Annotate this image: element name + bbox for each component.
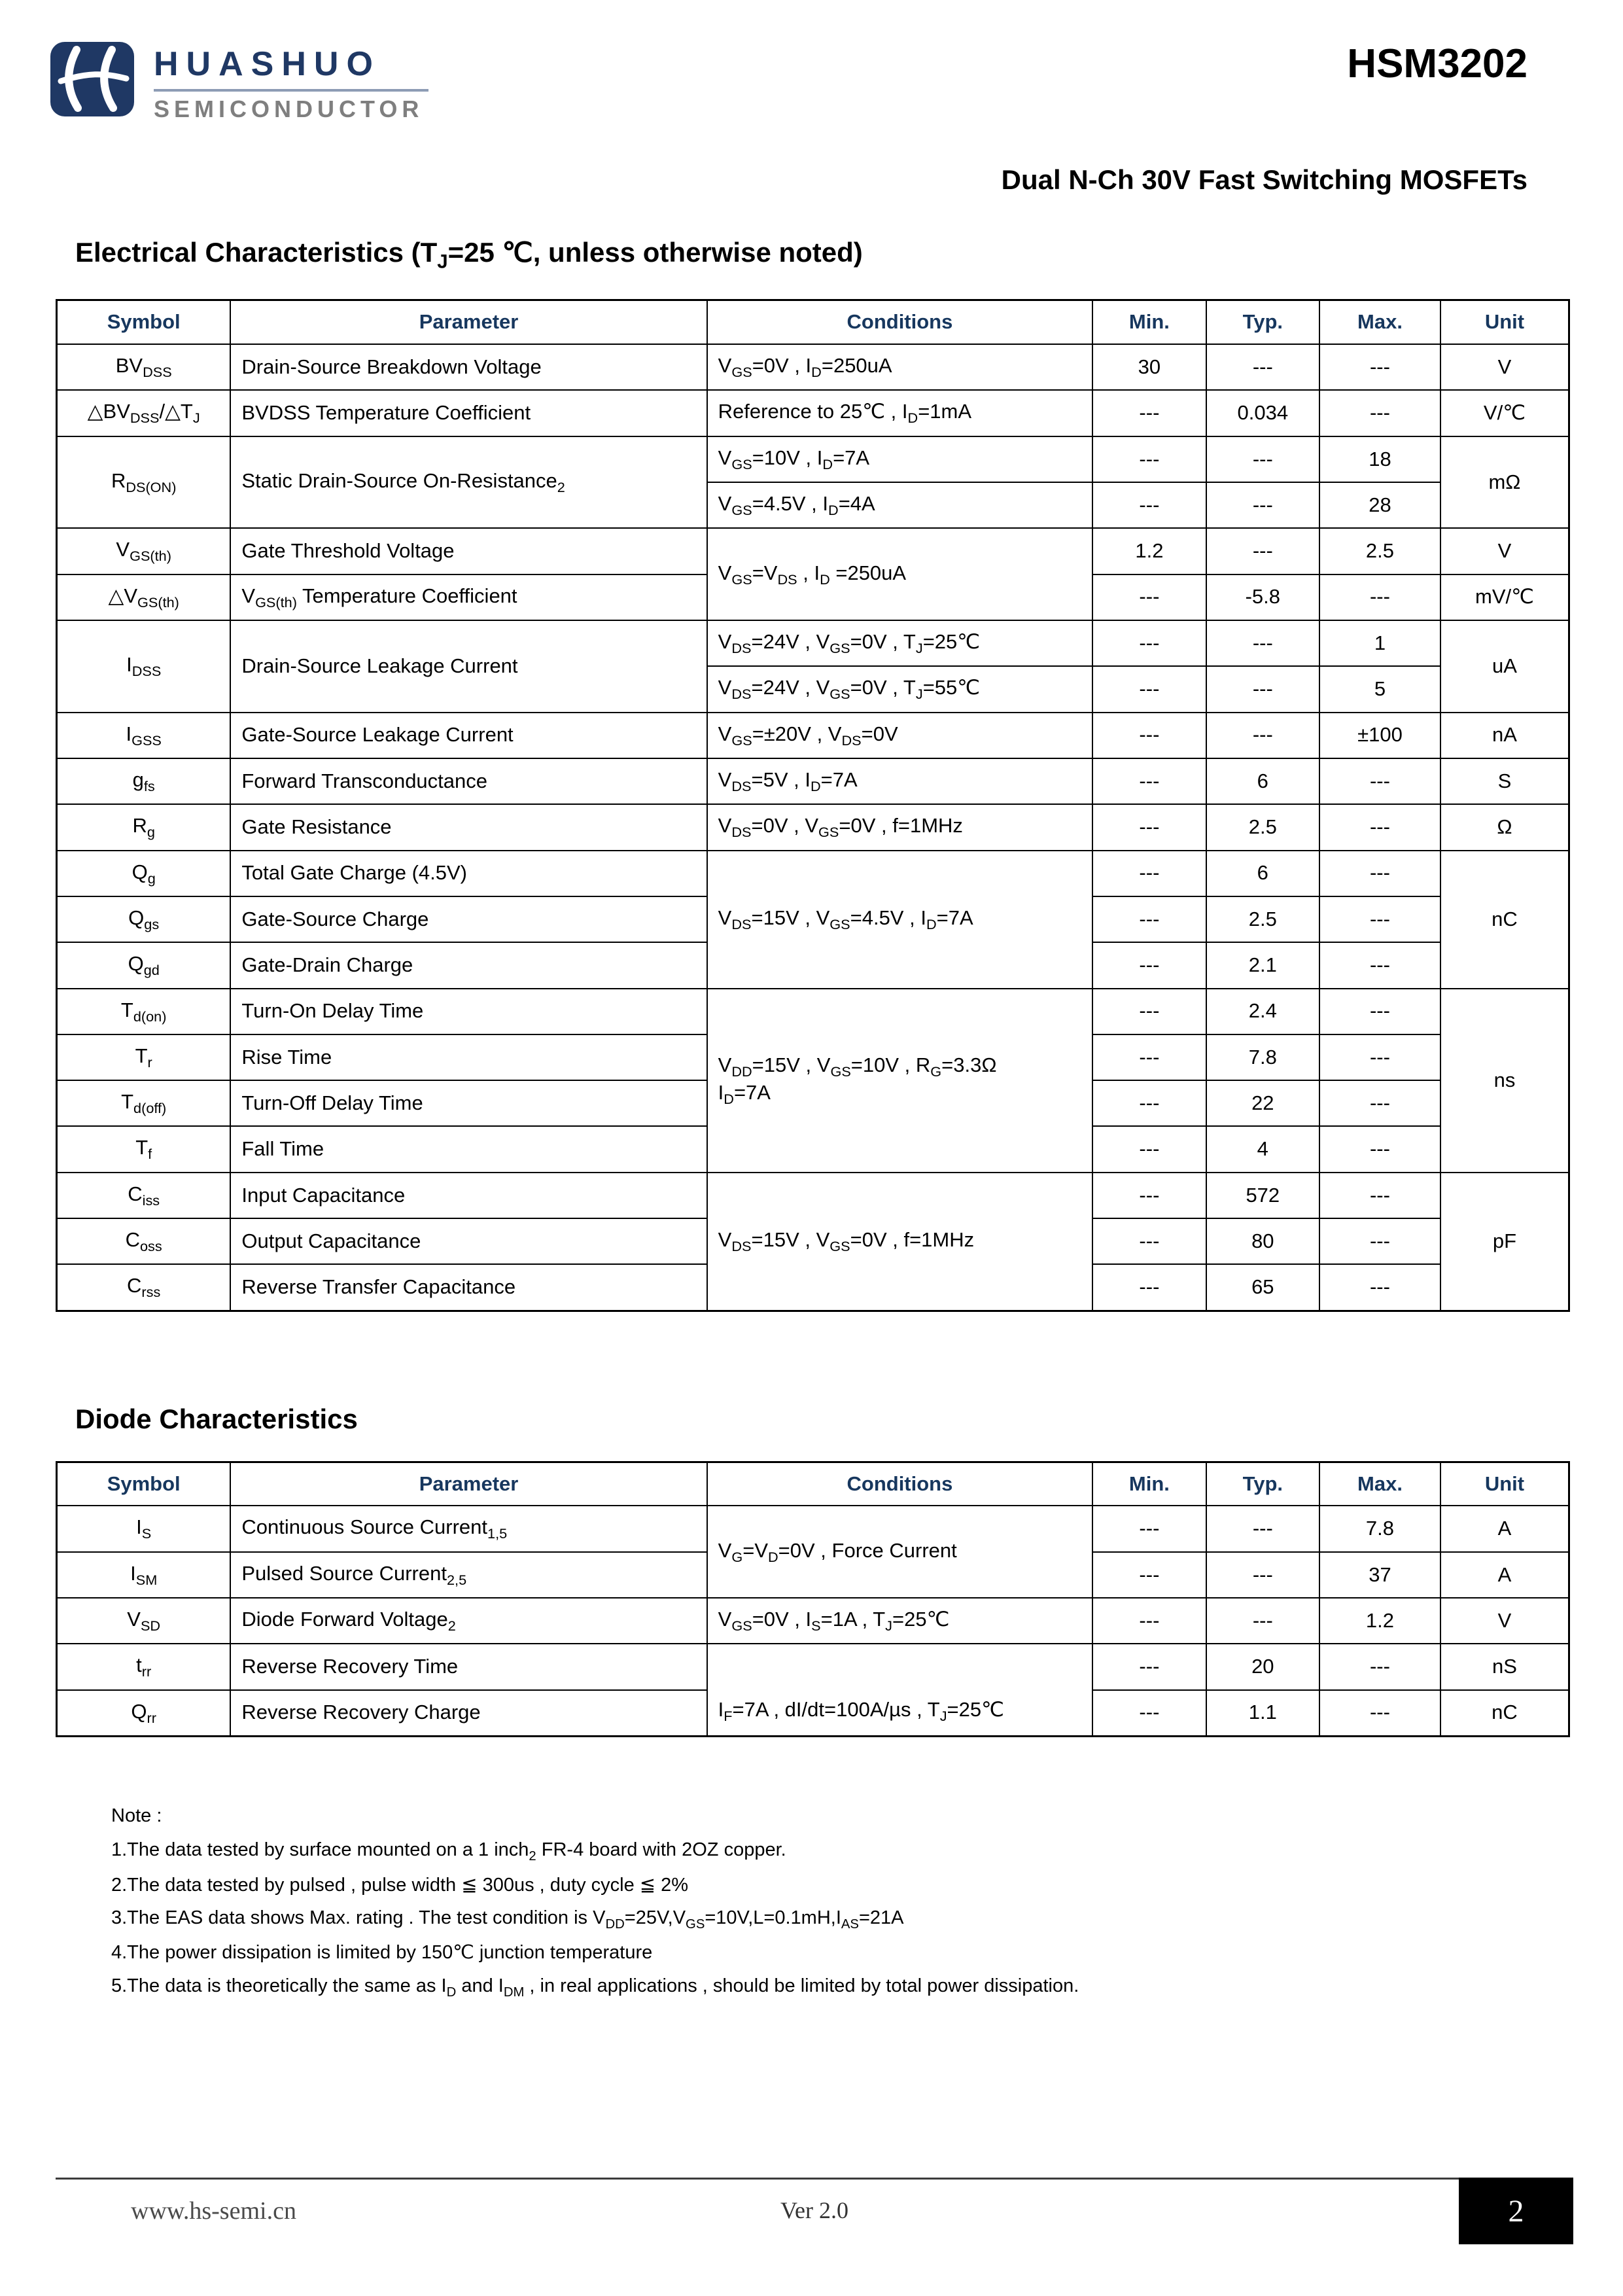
diode-header-min: Min.: [1092, 1462, 1206, 1506]
notes-section: [111, 1799, 1544, 2004]
electrical-cell: 2.5: [1319, 528, 1440, 574]
electrical-cell: 0.034: [1206, 390, 1319, 436]
electrical-cell: $V_{DS}=15V$ , $V_{GS}=0V$ , f=1MHz: [707, 1173, 1093, 1311]
electrical-cell: 30: [1092, 344, 1206, 390]
electrical-cell: ---: [1319, 390, 1440, 436]
electrical-cell: ---: [1319, 851, 1440, 896]
electrical-cell: ---: [1206, 436, 1319, 482]
diode-cell: ---: [1206, 1598, 1319, 1644]
huashuo-logo-icon: [49, 41, 135, 118]
electrical-cell: $V_{DD}=15V$ , $V_{GS}=10V$ , $R_G=3.3\Omega$ $I_D=7A$: [707, 989, 1093, 1173]
electrical-cell: V: [1440, 344, 1569, 390]
electrical-cell: ---: [1319, 1173, 1440, 1218]
diode-cell: 7.8: [1319, 1506, 1440, 1551]
electrical-cell: nC: [1440, 851, 1569, 989]
electrical-cell: $V_{GS}=V_{DS}$ , $I_D =250uA$: [707, 528, 1093, 620]
electrical-cell: Turn-On Delay Time: [230, 989, 707, 1034]
electrical-cell: $R_g$: [57, 804, 231, 850]
diode-cell: V: [1440, 1598, 1569, 1644]
electrical-row-10: [57, 758, 1569, 804]
electrical-cell: ---: [1092, 666, 1206, 712]
part-number: HSM3202: [1347, 41, 1527, 86]
electrical-cell: Drain-Source Breakdown Voltage: [230, 344, 707, 390]
electrical-cell: Ω: [1440, 804, 1569, 850]
electrical-cell: Drain-Source Leakage Current: [230, 620, 707, 713]
electrical-cell: 1: [1319, 620, 1440, 666]
electrical-cell: $Q_{gd}$: [57, 942, 231, 988]
electrical-header-max: Max.: [1319, 300, 1440, 344]
electrical-cell: $T_{d(off)}$: [57, 1080, 231, 1126]
electrical-cell: 18: [1319, 436, 1440, 482]
electrical-cell: $\triangle V_{GS(th)}$: [57, 574, 231, 620]
electrical-cell: $R_{DS(ON)}$: [57, 436, 231, 529]
electrical-cell: $V_{DS}=15V$ , $V_{GS}=4.5V$ , $I_D=7A$: [707, 851, 1093, 989]
electrical-cell: pF: [1440, 1173, 1569, 1311]
diode-cell: ---: [1319, 1644, 1440, 1689]
electrical-cell: $T_f$: [57, 1126, 231, 1172]
electrical-cell: Turn-Off Delay Time: [230, 1080, 707, 1126]
diode-cell: 1.1: [1206, 1690, 1319, 1737]
electrical-cell: $V_{DS}=5V$ , $I_D=7A$: [707, 758, 1093, 804]
electrical-header-symbol: Symbol: [57, 300, 231, 344]
electrical-cell: Total Gate Charge (4.5V): [230, 851, 707, 896]
diode-cell: 1.2: [1319, 1598, 1440, 1644]
diode-cell: ---: [1092, 1690, 1206, 1737]
electrical-cell: Gate-Drain Charge: [230, 942, 707, 988]
electrical-cell: Reverse Transfer Capacitance: [230, 1264, 707, 1311]
title-block: [1002, 41, 1527, 196]
electrical-characteristics-table: [56, 299, 1570, 1311]
electrical-cell: ---: [1206, 713, 1319, 758]
diode-cell: 37: [1319, 1552, 1440, 1598]
diode-cell: $V_{GS}=0V$ , $I_S=1A$ , $T_J=25℃$: [707, 1598, 1093, 1644]
electrical-cell: ---: [1092, 1218, 1206, 1264]
electrical-cell: 7.8: [1206, 1034, 1319, 1080]
electrical-cell: ---: [1092, 1080, 1206, 1126]
electrical-cell: $BV_{DSS}$: [57, 344, 231, 390]
diode-cell: Pulsed Source Current$_{2,5}$: [230, 1552, 707, 1598]
diode-cell: ---: [1319, 1690, 1440, 1737]
diode-cell: Reverse Recovery Time: [230, 1644, 707, 1689]
diode-cell: $I_S$: [57, 1506, 231, 1551]
electrical-cell: 5: [1319, 666, 1440, 712]
electrical-cell: Gate-Source Leakage Current: [230, 713, 707, 758]
electrical-row-3: [57, 436, 1569, 482]
electrical-cell: 80: [1206, 1218, 1319, 1264]
electrical-row-19: [57, 1173, 1569, 1218]
diode-row-3: [57, 1598, 1569, 1644]
electrical-cell: ---: [1092, 1126, 1206, 1172]
electrical-cell: ---: [1092, 1173, 1206, 1218]
electrical-cell: 2.1: [1206, 942, 1319, 988]
electrical-cell: Rise Time: [230, 1034, 707, 1080]
electrical-section-title: Electrical Characteristics ($T_J=25$ ℃, unless otherwise noted): [75, 237, 863, 273]
electrical-header-parameter: Parameter: [230, 300, 707, 344]
diode-cell: ---: [1092, 1644, 1206, 1689]
diode-cell: ---: [1206, 1506, 1319, 1551]
electrical-cell: Gate-Source Charge: [230, 896, 707, 942]
diode-cell: 20: [1206, 1644, 1319, 1689]
electrical-cell: ±100: [1319, 713, 1440, 758]
electrical-cell: 65: [1206, 1264, 1319, 1311]
electrical-row-11: [57, 804, 1569, 850]
electrical-row-7: [57, 620, 1569, 666]
diode-cell: $V_G=V_D=0V$ , Force Current: [707, 1506, 1093, 1598]
electrical-cell: $V_{GS}=0V$ , $I_D=250uA$: [707, 344, 1093, 390]
diode-cell: ---: [1092, 1506, 1206, 1551]
electrical-cell: ---: [1319, 1034, 1440, 1080]
electrical-cell: ---: [1092, 390, 1206, 436]
page-number: 2: [1459, 2178, 1573, 2244]
page-footer: [56, 2178, 1573, 2296]
electrical-cell: $V_{GS(th)}$ Temperature Coefficient: [230, 574, 707, 620]
diode-characteristics-table: [56, 1461, 1570, 1737]
electrical-row-15: [57, 989, 1569, 1034]
electrical-cell: V/℃: [1440, 390, 1569, 436]
electrical-cell: 572: [1206, 1173, 1319, 1218]
electrical-cell: $C_{iss}$: [57, 1173, 231, 1218]
electrical-header-unit: Unit: [1440, 300, 1569, 344]
diode-cell: A: [1440, 1506, 1569, 1551]
electrical-row-9: [57, 713, 1569, 758]
electrical-cell: $V_{GS}=10V$ , $I_D=7A$: [707, 436, 1093, 482]
electrical-cell: Forward Transconductance: [230, 758, 707, 804]
electrical-cell: ---: [1092, 1034, 1206, 1080]
electrical-row-5: [57, 528, 1569, 574]
electrical-cell: ---: [1319, 1264, 1440, 1311]
brand-block: [49, 41, 428, 196]
electrical-cell: $C_{oss}$: [57, 1218, 231, 1264]
electrical-header-typ: Typ.: [1206, 300, 1319, 344]
electrical-cell: $\triangle BV_{DSS}/\triangle T_J$: [57, 390, 231, 436]
electrical-cell: uA: [1440, 620, 1569, 713]
electrical-cell: ---: [1319, 896, 1440, 942]
brand-subtitle: SEMICONDUCTOR: [154, 96, 424, 122]
electrical-cell: ---: [1092, 574, 1206, 620]
electrical-cell: ---: [1092, 989, 1206, 1034]
diode-header-symbol: Symbol: [57, 1462, 231, 1506]
diode-header-parameter: Parameter: [230, 1462, 707, 1506]
electrical-cell: ---: [1319, 344, 1440, 390]
electrical-cell: 6: [1206, 758, 1319, 804]
brand-rule: [154, 89, 428, 92]
diode-cell: $I_F=7A$ , dI/dt=100A/µs , $T_J=25℃$: [707, 1644, 1093, 1736]
electrical-cell: ---: [1206, 620, 1319, 666]
electrical-cell: $V_{GS}=4.5V$ , $I_D=4A$: [707, 482, 1093, 528]
diode-row-1: [57, 1506, 1569, 1551]
electrical-cell: mΩ: [1440, 436, 1569, 529]
electrical-cell: $V_{GS}=\pm 20V$ , $V_{DS}=0V$: [707, 713, 1093, 758]
electrical-row-1: [57, 344, 1569, 390]
electrical-cell: ---: [1319, 758, 1440, 804]
electrical-cell: ---: [1319, 574, 1440, 620]
diode-header-typ: Typ.: [1206, 1462, 1319, 1506]
electrical-cell: $V_{GS(th)}$: [57, 528, 231, 574]
electrical-cell: ---: [1092, 436, 1206, 482]
diode-cell: $V_{SD}$: [57, 1598, 231, 1644]
note-item-2: 2.The data tested by pulsed , pulse width ≦ 300us , duty cycle ≦ 2%: [111, 1874, 689, 1896]
electrical-cell: $T_{d(on)}$: [57, 989, 231, 1034]
electrical-cell: V: [1440, 528, 1569, 574]
electrical-cell: $V_{DS}=24V$ , $V_{GS}=0V$ , $T_J=25℃$: [707, 620, 1093, 666]
note-item-4: 4.The power dissipation is limited by 150℃ junction temperature: [111, 1942, 653, 1964]
electrical-cell: ---: [1092, 620, 1206, 666]
electrical-cell: ---: [1319, 989, 1440, 1034]
electrical-cell: ---: [1319, 1218, 1440, 1264]
electrical-cell: $V_{DS}=0V$ , $V_{GS}=0V$ , f=1MHz: [707, 804, 1093, 850]
diode-cell: Diode Forward Voltage$_2$: [230, 1598, 707, 1644]
electrical-cell: ---: [1319, 1080, 1440, 1126]
electrical-cell: 2.4: [1206, 989, 1319, 1034]
brand-text: [154, 41, 428, 123]
electrical-header-row: [57, 300, 1569, 344]
note-item-5: 5.The data is theoretically the same as $I_D$ and $I_{DM}$ , in real applications , should be limited by total power dissipation.: [111, 1975, 1079, 2000]
diode-section-title: Diode Characteristics: [75, 1403, 358, 1434]
electrical-cell: 2.5: [1206, 804, 1319, 850]
electrical-cell: $I_{GSS}$: [57, 713, 231, 758]
electrical-cell: 4: [1206, 1126, 1319, 1172]
diode-header-row: [57, 1462, 1569, 1506]
electrical-cell: ---: [1092, 942, 1206, 988]
electrical-cell: Fall Time: [230, 1126, 707, 1172]
footer-website: www.hs-semi.cn: [131, 2197, 296, 2225]
electrical-cell: ---: [1206, 344, 1319, 390]
electrical-cell: S: [1440, 758, 1569, 804]
electrical-cell: ---: [1092, 1264, 1206, 1311]
electrical-row-2: [57, 390, 1569, 436]
electrical-cell: ---: [1092, 851, 1206, 896]
diode-row-4: [57, 1644, 1569, 1689]
electrical-cell: ---: [1092, 804, 1206, 850]
electrical-cell: ---: [1206, 666, 1319, 712]
electrical-cell: ---: [1319, 804, 1440, 850]
diode-cell: ---: [1092, 1598, 1206, 1644]
electrical-cell: Gate Resistance: [230, 804, 707, 850]
electrical-cell: $Q_g$: [57, 851, 231, 896]
electrical-cell: -5.8: [1206, 574, 1319, 620]
electrical-cell: Static Drain-Source On-Resistance$_2$: [230, 436, 707, 529]
diode-cell: ---: [1206, 1552, 1319, 1598]
electrical-cell: BVDSS Temperature Coefficient: [230, 390, 707, 436]
electrical-cell: 1.2: [1092, 528, 1206, 574]
diode-header-unit: Unit: [1440, 1462, 1569, 1506]
electrical-cell: ---: [1092, 713, 1206, 758]
page-header: [0, 0, 1623, 196]
electrical-cell: $C_{rss}$: [57, 1264, 231, 1311]
electrical-cell: $T_r$: [57, 1034, 231, 1080]
note-item-1: 1.The data tested by surface mounted on a 1 inch$_2$ FR-4 board with 2OZ copper.: [111, 1839, 786, 1864]
diode-cell: $I_{SM}$: [57, 1552, 231, 1598]
footer-version: Ver 2.0: [780, 2197, 848, 2223]
doc-subtitle: Dual N-Ch 30V Fast Switching MOSFETs: [1001, 164, 1527, 195]
diode-header-conditions: Conditions: [707, 1462, 1093, 1506]
diode-cell: A: [1440, 1552, 1569, 1598]
diode-cell: $Q_{rr}$: [57, 1690, 231, 1737]
electrical-cell: Reference to 25℃ , $I_D=1mA$: [707, 390, 1093, 436]
electrical-cell: ---: [1319, 1126, 1440, 1172]
electrical-cell: ---: [1092, 758, 1206, 804]
electrical-cell: ---: [1092, 482, 1206, 528]
electrical-cell: 22: [1206, 1080, 1319, 1126]
notes-title: Note :: [111, 1805, 162, 1827]
electrical-cell: ---: [1206, 528, 1319, 574]
electrical-cell: $Q_{gs}$: [57, 896, 231, 942]
electrical-cell: 6: [1206, 851, 1319, 896]
electrical-row-12: [57, 851, 1569, 896]
diode-cell: nS: [1440, 1644, 1569, 1689]
electrical-cell: ---: [1092, 896, 1206, 942]
electrical-cell: $I_{DSS}$: [57, 620, 231, 713]
electrical-cell: Output Capacitance: [230, 1218, 707, 1264]
diode-header-max: Max.: [1319, 1462, 1440, 1506]
electrical-cell: nA: [1440, 713, 1569, 758]
electrical-cell: 2.5: [1206, 896, 1319, 942]
electrical-cell: ns: [1440, 989, 1569, 1173]
note-item-3: 3.The EAS data shows Max. rating . The test condition is $V_{DD}=25V,V_{GS}=10V,L=0.1mH,I_{AS}=21A$: [111, 1907, 904, 1932]
electrical-cell: $V_{DS}=24V$ , $V_{GS}=0V$ , $T_J=55℃$: [707, 666, 1093, 712]
electrical-cell: Gate Threshold Voltage: [230, 528, 707, 574]
diode-cell: ---: [1092, 1552, 1206, 1598]
brand-name: HUASHUO: [154, 45, 381, 83]
diode-cell: nC: [1440, 1690, 1569, 1737]
electrical-cell: mV/℃: [1440, 574, 1569, 620]
electrical-cell: Input Capacitance: [230, 1173, 707, 1218]
electrical-header-conditions: Conditions: [707, 300, 1093, 344]
electrical-cell: $g_{fs}$: [57, 758, 231, 804]
diode-cell: $t_{rr}$: [57, 1644, 231, 1689]
notes-list: [111, 1833, 1544, 2004]
electrical-cell: 28: [1319, 482, 1440, 528]
electrical-cell: ---: [1206, 482, 1319, 528]
diode-cell: Continuous Source Current$_{1,5}$: [230, 1506, 707, 1551]
electrical-header-min: Min.: [1092, 300, 1206, 344]
electrical-cell: ---: [1319, 942, 1440, 988]
diode-cell: Reverse Recovery Charge: [230, 1690, 707, 1737]
